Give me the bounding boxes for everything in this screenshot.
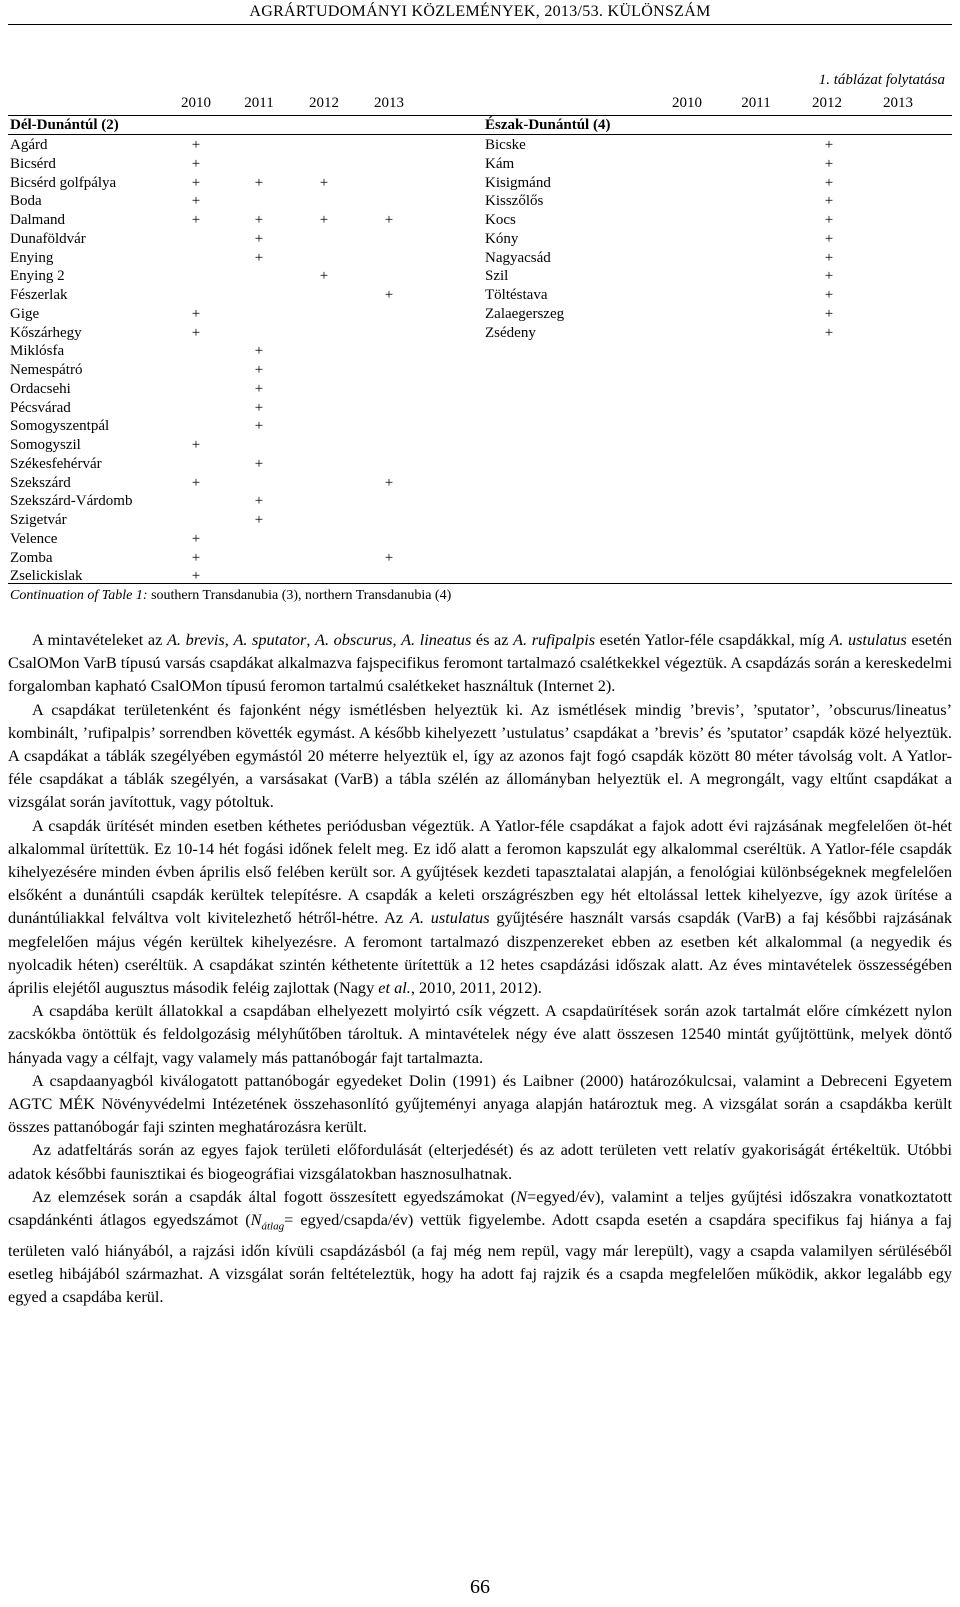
paragraph	[8, 628, 952, 698]
presence-mark: +	[191, 305, 201, 322]
table-row	[10, 436, 480, 455]
table-row	[10, 174, 480, 193]
year-header: 2010	[181, 95, 211, 111]
location-name: Dalmand	[10, 212, 65, 228]
text-run: esetén CsalOMon VarB típusú varsás csapdákat alkalmazva fajspecifikus feromont tartalmazó csalétkekkel végeztük. A csapdázás során a kereskedelmi forgalomban kapható CsalOMon típusú feromon tartalmú csalétkeket használtuk (Internet 2).	[8, 630, 953, 696]
journal-title: AGRÁRTUDOMÁNYI KÖZLEMÉNYEK, 2013/53. KÜLÖNSZÁM	[249, 3, 711, 20]
region-right: Észak-Dunántúl (4)	[485, 117, 611, 133]
table-rule-bottom	[8, 583, 952, 584]
italic-text: et al.	[378, 978, 411, 998]
table-row	[485, 192, 955, 211]
location-name: Somogyszil	[10, 437, 81, 453]
paragraph	[8, 1138, 952, 1184]
table-note-label: Continuation of Table 1:	[10, 588, 148, 603]
presence-mark: +	[254, 418, 264, 435]
presence-mark: +	[824, 268, 834, 285]
location-name: Zomba	[10, 549, 53, 566]
table-row	[10, 305, 480, 324]
table-rule-top	[8, 115, 952, 116]
location-name: Enying	[10, 249, 54, 266]
italic-text: A. brevis	[166, 630, 225, 649]
table-row	[10, 267, 480, 286]
location-name: Gige	[10, 305, 40, 322]
text-run: , 2010, 2011, 2012).	[410, 978, 542, 998]
table-row	[10, 474, 480, 493]
presence-mark: +	[191, 174, 201, 191]
table-row	[485, 155, 955, 174]
location-name: Bicsérd	[10, 155, 56, 172]
presence-mark: +	[824, 212, 834, 228]
paragraph	[8, 999, 952, 1069]
presence-mark: +	[824, 230, 834, 247]
running-header	[0, 0, 960, 21]
year-header: 2011	[244, 95, 274, 111]
text-run: =egyed/év), valamint a teljes gyűjtési időszakra vonatkoztatott csapdánkénti átlagos egyedszámot (	[8, 1186, 952, 1230]
italic-text: A. obscurus	[315, 630, 393, 649]
table-row	[10, 342, 480, 361]
text-run: = egyed/csapda/év) vettük figyelembe. Adott csapda esetén a csapdára specifikus faj hiánya a faj területen való hiányából, a rajzási időn kívüli csapdázásból (a faj még nem repül, vagy már lerepült), vagy a csapda valamilyen sérüléséből esetleg hibájából származhat. A vizsgálat során feltételeztük, hogy ha adott faj rajzik és a csapda megfelelően működik, akkor legalább egy egyed a csapdába kerül.	[8, 1210, 953, 1306]
paragraph	[8, 698, 952, 814]
table-row	[10, 230, 480, 249]
presence-mark: +	[254, 380, 264, 397]
location-name: Kisszőlős	[485, 193, 544, 210]
text-run: esetén Yatlor-féle csapdákkal, míg	[595, 630, 830, 649]
presence-mark: +	[384, 212, 394, 228]
year-header: 2013	[374, 95, 404, 111]
table-row	[10, 286, 480, 305]
table-row	[10, 399, 480, 418]
presence-mark: +	[384, 549, 394, 566]
text-run: Az elemzések során a csapdák által fogott összesített egyedszámokat (	[32, 1186, 517, 1206]
presence-mark: +	[191, 155, 201, 172]
text-run: gyűjtésére használt varsás csapdák (VarB) a faj későbbi rajzásának megfelelően május végén kerültek kihelyezésre. A feromont tartalmazó diszpenzereket ebben az esetben két alkalommal (a negyedik és nyolcadik héten) cseréltük. A csapdákat szintén kéthetente ürítettük a 12 hetes csapdázási időszak alatt. Az éves mintavételek összességében április elejétől augusztus második feléig zajlottak (Nagy	[8, 908, 952, 998]
location-name: Pécsvárad	[10, 399, 71, 416]
location-name: Bicske	[485, 137, 526, 153]
presence-mark: +	[319, 174, 329, 191]
location-name: Bicsérd golfpálya	[10, 174, 117, 191]
year-header: 2012	[309, 95, 339, 111]
location-name: Enying 2	[10, 268, 65, 285]
location-name: Ordacsehi	[10, 380, 71, 397]
presence-mark: +	[191, 324, 201, 341]
presence-mark: +	[254, 249, 264, 266]
table-row	[10, 324, 480, 343]
table-row	[485, 211, 955, 230]
table-row	[485, 230, 955, 249]
page-number: 66	[470, 1576, 490, 1598]
location-name: Dunaföldvár	[10, 230, 86, 247]
table-row	[485, 286, 955, 305]
presence-mark: +	[384, 474, 394, 491]
text-run: ,	[224, 630, 234, 649]
presence-mark: +	[824, 155, 834, 172]
presence-mark: +	[254, 343, 264, 360]
text-run: ,	[306, 630, 316, 649]
location-name: Szigetvár	[10, 512, 67, 528]
location-name: Miklósfa	[10, 343, 65, 360]
location-name: Kám	[485, 155, 515, 172]
presence-mark: +	[254, 399, 264, 416]
table-row	[485, 174, 955, 193]
presence-mark: +	[824, 249, 834, 266]
location-name: Szil	[485, 268, 509, 285]
location-name: Fészerlak	[10, 287, 68, 303]
table-row	[10, 249, 480, 268]
table-row	[10, 455, 480, 474]
location-name: Kisigmánd	[485, 174, 551, 191]
table-row	[10, 192, 480, 211]
text-run: Az adatfeltárás során az egyes fajok területi előfordulását (elterjedését) és az adott területen vett relatív gyakoriságát értékeltük. Utóbbi adatok későbbi faunisztikai és biogeográfiai vizsgálatokban hasznosulhatnak.	[8, 1140, 952, 1183]
text-run: A csapdaanyagból kiválogatott pattanóbogár egyedeket Dolin (1991) és Laibner (2000) határozókulcsai, valamint a Debreceni Egyetem AGTC MÉK Növényvédelmi Intézetének összehasonlító gyűjteményi anyaga alapján határoztuk meg. A vizsgálat során a csapdákba került összes pattanóbogár faji szinten meghatározásra került.	[8, 1070, 952, 1137]
italic-text: A. ustulatus	[409, 908, 490, 928]
location-name: Somogyszentpál	[10, 418, 110, 435]
year-header: 2012	[812, 95, 842, 111]
presence-mark: +	[191, 137, 201, 153]
year-header: 2011	[741, 95, 771, 111]
location-name: Nagyacsád	[485, 249, 551, 266]
presence-mark: +	[824, 305, 834, 322]
table-row	[10, 380, 480, 399]
presence-mark: +	[824, 193, 834, 210]
presence-mark: +	[254, 362, 264, 378]
presence-mark: +	[191, 530, 201, 547]
italic-text: A. sputator	[233, 630, 307, 649]
text-run: és az	[471, 630, 514, 649]
location-name: Székesfehérvár	[10, 455, 102, 472]
italic-text: A. lineatus	[401, 630, 472, 649]
year-header: 2013	[883, 95, 913, 111]
presence-mark: +	[254, 512, 264, 528]
presence-mark: +	[191, 193, 201, 210]
presence-mark: +	[824, 137, 834, 153]
table-row	[485, 136, 955, 155]
italic-text: A. ustulatus	[829, 630, 907, 649]
table-row	[10, 549, 480, 568]
table-row	[10, 155, 480, 174]
presence-mark: +	[254, 455, 264, 472]
location-name: Boda	[10, 193, 42, 210]
presence-mark: +	[254, 493, 264, 510]
presence-mark: +	[254, 212, 264, 228]
italic-text: átlag	[261, 1220, 285, 1233]
italic-text: A. rufipalpis	[513, 630, 596, 649]
italic-text: N	[250, 1210, 262, 1230]
text-run: ,	[392, 630, 402, 649]
presence-mark: +	[384, 287, 394, 303]
presence-mark: +	[254, 230, 264, 247]
table-row	[485, 267, 955, 286]
presence-mark: +	[319, 268, 329, 285]
table-caption: 1. táblázat folytatása	[818, 72, 945, 88]
location-name: Kóny	[485, 230, 519, 247]
location-name: Nemespátró	[10, 362, 83, 378]
paragraph	[8, 814, 952, 1000]
table-row	[10, 361, 480, 380]
presence-mark: +	[191, 568, 201, 585]
presence-mark: +	[319, 212, 329, 228]
location-name: Kőszárhegy	[10, 324, 82, 341]
table-row	[10, 530, 480, 549]
table-note-text: southern Transdanubia (3), northern Transdanubia (4)	[147, 588, 452, 603]
year-header: 2010	[672, 95, 702, 111]
table-row	[10, 211, 480, 230]
presence-mark: +	[191, 437, 201, 453]
text-run: A csapdákat területenként és fajonként négy ismétlésben helyeztük ki. Az ismétlések mindig ’brevis’, ’sputator’, ’obscurus/lineatus’ kombinált, ’rufipalpis’ sorrendben követték egymást. A később kihelyezett ’ustulatus’ csapdákat a ’brevis’ és ’sputator’ csapdák közé helyeztük. A csapdákat a táblák szegélyében egymástól 20 méterre helyeztük el, így az azonos fajt fogó csapdák között 80 méter távolság volt. A Yatlor-féle csapdákat a táblák szegélyén, a varsásakat (VarB) a tábla szélén az állományban helyeztük el. A megrongált, vagy eltűnt csapdákat a vizsgálat során javítottuk, vagy pótoltuk.	[8, 699, 952, 812]
presence-mark: +	[824, 324, 834, 341]
text-run: A csapdába került állatokkal a csapdában elhelyezett molyirtó csík végzett. A csapdaürítések során azok tartalmát előre címkézett nylon zacskókba öntöttük és feldolgozásig mélyhűtőben tároltuk. A mintavételek négy éve alatt összesen 12540 mintát gyűjtöttünk, melyek döntő hányada vagy a célfajt, vagy valamely más pattanóbogár fajt tartalmazta.	[8, 1001, 952, 1067]
table-row	[10, 136, 480, 155]
location-name: Szekszárd-Várdomb	[10, 493, 133, 510]
presence-mark: +	[191, 474, 201, 491]
italic-text: N	[516, 1186, 528, 1206]
table-row	[10, 417, 480, 436]
text-run: A mintavételeket az	[32, 630, 167, 649]
presence-mark: +	[824, 287, 834, 303]
location-name: Agárd	[10, 137, 48, 153]
location-name: Zsédeny	[485, 324, 536, 341]
table-row	[485, 305, 955, 324]
header-rule	[8, 24, 952, 25]
presence-mark: +	[824, 174, 834, 191]
table-row	[10, 511, 480, 530]
paragraph	[8, 1069, 952, 1139]
table-row	[485, 249, 955, 268]
presence-mark: +	[191, 549, 201, 566]
table-row	[485, 324, 955, 343]
table-row	[10, 492, 480, 511]
table-rule-region	[8, 134, 952, 135]
region-left: Dél-Dunántúl (2)	[10, 117, 119, 133]
paragraph	[8, 1185, 952, 1308]
location-name: Velence	[10, 530, 58, 547]
table-note	[10, 588, 451, 604]
location-name: Zalaegerszeg	[485, 305, 565, 322]
location-name: Szekszárd	[10, 474, 71, 491]
body-text	[8, 628, 952, 1308]
presence-mark: +	[191, 212, 201, 228]
text-run: A csapdák ürítését minden esetben kéthetes periódusban végeztük. A Yatlor-féle csapdákat a fajok adott évi rajzásának megfelelően öt-hét alkalommal ürítettük. Ez 10-14 hét fogási időnek felelt meg. Ez idő alatt a feromon kapszulát egy alkalommal cseréltük. A Yatlor-féle csapdák kihelyezésére minden évben április első felében került sor. A gyűjtések kezdeti tapasztalatai alapján, a fenológiai különbségeknek megfelelően elsőként a dunántúli csapdák kerültek telepítésre. A csapdák a keleti országrészben egy hét eltolással lettek kihelyezve, így azok ürítése a dunántúliakkal felváltva volt kivitelezhető hétről-hétre. Az	[8, 815, 952, 928]
location-name: Zselickislak	[10, 568, 83, 585]
presence-mark: +	[254, 174, 264, 191]
location-name: Kocs	[485, 212, 516, 228]
location-name: Töltéstava	[485, 287, 548, 303]
